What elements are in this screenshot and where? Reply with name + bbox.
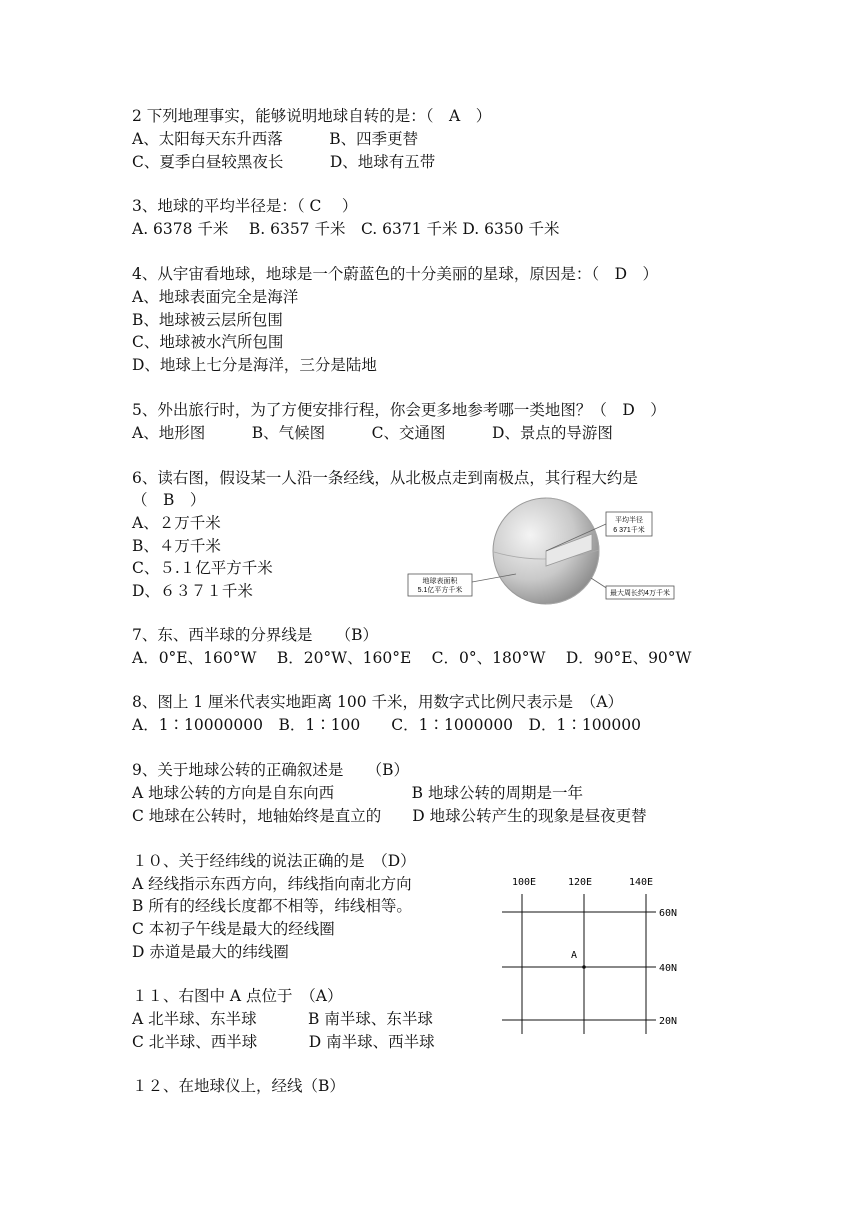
q9-options-row-1: A 地球公转的方向是自东向西 B 地球公转的周期是一年: [132, 784, 583, 802]
q4-option-a: A、地球表面完全是海洋: [132, 288, 299, 306]
q5-stem: 5、外出旅行时，为了方便安排行程，你会更多地参考哪一类地图？（ D ）: [132, 401, 666, 419]
q2-options-row-1: A、太阳每天东升西落 B、四季更替: [132, 130, 419, 148]
globe-figure: [406, 492, 676, 616]
q10-option-b: B 所有的经线长度都不相等，纬线相等。: [132, 897, 412, 915]
q3-stem: 3、地球的平均半径是：（ C ）: [132, 197, 358, 215]
area-label-line-1: 地球表面积: [422, 578, 458, 585]
q10-stem: １０、关于经纬线的说法正确的是 （D）: [132, 852, 416, 870]
q10-option-a: A 经线指示东西方向，纬线指向南北方向: [132, 875, 412, 893]
point-a-marker: [582, 965, 586, 969]
q8-stem: 8、图上 1 厘米代表实地距离 100 千米，用数字式比例尺表示是 （A）: [132, 693, 623, 711]
q4-option-c: C、地球被水汽所包围: [132, 333, 284, 351]
q3-options: A. 6378 千米 B. 6357 千米 C. 6371 千米 D. 6350 千米: [132, 220, 560, 238]
radius-label-line-1: 平均半径: [615, 517, 643, 524]
q5-options: A、地形图 B、气候图 C、交通图 D、景点的导游图: [132, 424, 613, 442]
q10-option-c: C 本初子午线是最大的经线圈: [132, 920, 335, 938]
radius-label-line-2: 6 371千米: [613, 527, 645, 534]
lon-label-120e: 120E: [567, 877, 593, 888]
q6-option-a: A、２万千米: [132, 514, 221, 532]
q6-option-d: D、６３７１千米: [132, 582, 253, 600]
q11-options-row-1: A 北半球、东半球 B 南半球、东半球: [132, 1010, 433, 1028]
area-label-line-2: 5.1亿平方千米: [417, 587, 463, 594]
lat-lon-grid-figure: [496, 872, 686, 1042]
lat-label-20n: 20N: [659, 1016, 678, 1027]
q2-stem: 2 下列地理事实，能够说明地球自转的是：（ A ）: [132, 107, 492, 125]
q4-stem: 4、从宇宙看地球，地球是一个蔚蓝色的十分美丽的星球，原因是：（ D ）: [132, 265, 659, 283]
q4-option-d: D、地球上七分是海洋，三分是陆地: [132, 356, 377, 374]
q7-stem: 7、东、西半球的分界线是 （B）: [132, 626, 379, 644]
q11-stem: １１、右图中 A 点位于 （A）: [132, 987, 343, 1005]
q4-option-b: B、地球被云层所包围: [132, 311, 283, 329]
circumference-label: 最大周长约4万千米: [610, 590, 670, 597]
q11-options-row-2: C 北半球、西半球 D 南半球、西半球: [132, 1033, 435, 1051]
q10-option-d: D 赤道是最大的纬线圈: [132, 943, 289, 961]
q8-options: A．1∶10000000 B．1∶100 C．1∶1000000 D．1∶100000: [132, 716, 641, 734]
q6-option-b: B、４万千米: [132, 537, 221, 555]
lon-label-100e: 100E: [511, 877, 537, 888]
lon-label-140e: 140E: [628, 877, 654, 888]
q9-options-row-2: C 地球在公转时，地轴始终是直立的 D 地球公转产生的现象是昼夜更替: [132, 807, 647, 825]
lat-label-40n: 40N: [659, 963, 678, 974]
point-a-label: A: [570, 950, 578, 961]
q7-options: A．0°E、160°W B．20°W、160°E C．0°、180°W D．90°E、90°W: [132, 649, 692, 667]
q6-option-c: C、５.１亿平方千米: [132, 559, 273, 577]
q9-stem: 9、关于地球公转的正确叙述是 （B）: [132, 761, 410, 779]
q6-stem: 6、读右图，假设某一人沿一条经线，从北极点走到南极点，其行程大约是: [132, 469, 638, 487]
q2-options-row-2: C、夏季白昼较黑夜长 D、地球有五带: [132, 153, 436, 171]
q6-answer: （ B ）: [132, 491, 206, 509]
q12-stem: １２、在地球仪上，经线（B）: [132, 1077, 345, 1095]
lat-label-60n: 60N: [659, 908, 678, 919]
